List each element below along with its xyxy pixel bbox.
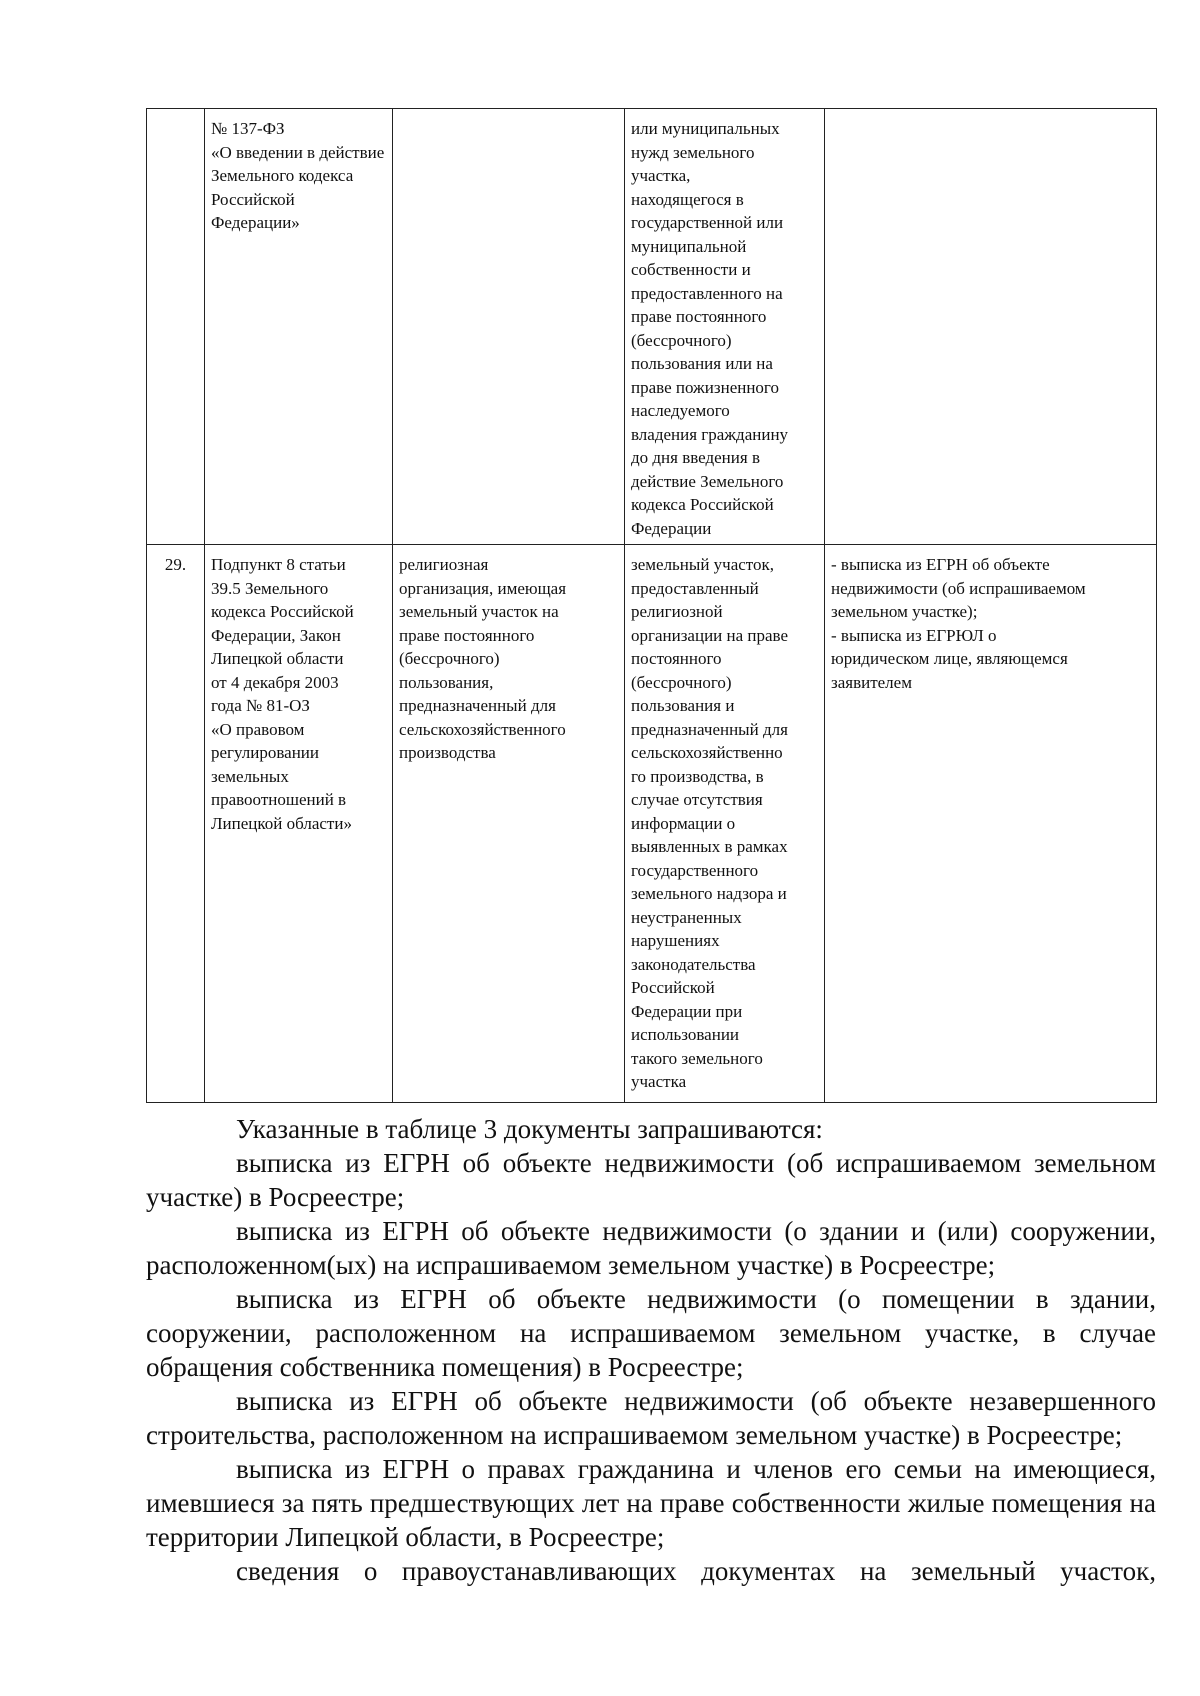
applicant-cell: религиозная организация, имеющая земельный участок на праве постоянного (бессрочного) пользования, предназначенный для сельскохозяйственного производства: [393, 545, 625, 1103]
list-item: сведения о правоустанавливающих документах на земельный участок,: [236, 1556, 1156, 1586]
applicant-cell: [393, 109, 625, 545]
list-item: выписка из ЕГРН об объекте недвижимости (об объекте незавершенного строительства, расположенном на испрашиваемом земельном участке) в Росреестре;: [146, 1386, 1156, 1450]
row-number-cell: [147, 109, 205, 545]
list-item: выписка из ЕГРН об объекте недвижимости (о здании и (или) сооружении, расположенном(ых) на испрашиваемом земельном участке) в Росреестре;: [146, 1216, 1156, 1280]
row-number-cell: 29.: [147, 545, 205, 1103]
list-item: выписка из ЕГРН о правах гражданина и членов его семьи на имеющиеся, имевшиеся за пять предшествующих лет на праве собственности жилые помещения на территории Липецкой области, в Росреестре;: [146, 1454, 1156, 1552]
land-plot-cell: или муниципальных нужд земельного участка, находящегося в государственной или муниципальной собственности и предоставленного на праве постоянного (бессрочного) пользования или на праве пожизненного наследуемого владения гражданину до дня введения в действие Земельного кодекса Российской Федерации: [625, 109, 825, 545]
table-row: [147, 109, 1157, 545]
land-plot-cell: земельный участок, предоставленный религиозной организации на праве постоянного (бессрочного) пользования и предназначенный для сельскохозяйственно го производства, в случае отсутствия информации о выявленных в рамках государственного земельного надзора и неустраненных нарушениях законодательства Российской Федерации при использовании такого земельного участка: [625, 545, 825, 1103]
intro-paragraph: Указанные в таблице 3 документы запрашиваются:: [236, 1114, 823, 1144]
body-text: [146, 1112, 1156, 1588]
list-item: выписка из ЕГРН об объекте недвижимости (об испрашиваемом земельном участке) в Росреестре;: [146, 1148, 1156, 1212]
legal-basis-cell: Подпункт 8 статьи 39.5 Земельного кодекса Российской Федерации, Закон Липецкой области от 4 декабря 2003 года № 81-ОЗ «О правовом регулировании земельных правоотношений в Липецкой области»: [205, 545, 393, 1103]
legal-basis-cell: № 137-ФЗ «О введении в действие Земельного кодекса Российской Федерации»: [205, 109, 393, 545]
required-documents-cell: - выписка из ЕГРН об объекте недвижимости (об испрашиваемом земельном участке); - выписка из ЕГРЮЛ о юридическом лице, являющемся заявителем: [825, 545, 1157, 1103]
list-item: выписка из ЕГРН об объекте недвижимости (о помещении в здании, сооружении, расположенном на испрашиваемом земельном участке, в случае обращения собственника помещения) в Росреестре;: [146, 1284, 1156, 1382]
required-documents-cell: [825, 109, 1157, 545]
table-row: [147, 545, 1157, 1103]
land-documents-table: [146, 108, 1157, 1103]
